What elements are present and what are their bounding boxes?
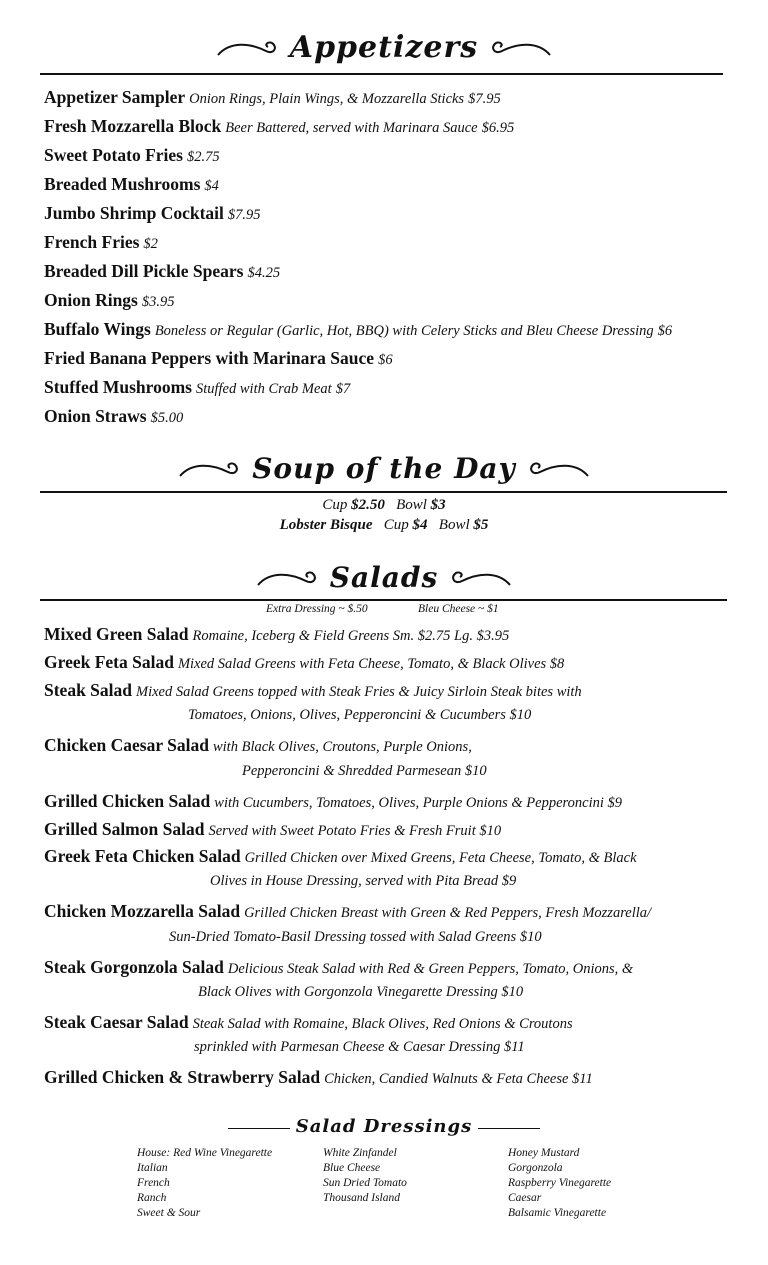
appetizer-item <box>44 376 350 400</box>
salads-heading-block <box>0 561 768 594</box>
salad-item <box>44 956 633 980</box>
bleu-cheese-note: Bleu Cheese ~ $1 <box>418 603 499 615</box>
appetizer-item <box>44 289 174 313</box>
item-description: Stuffed with Crab Meat <box>195 381 332 397</box>
item-price: $4.25 <box>247 265 281 281</box>
appetizer-item <box>44 144 220 168</box>
item-description: Grilled Chicken over Mixed Greens, Feta Cheese, Tomato, & Black <box>244 850 637 866</box>
item-name: Grilled Salmon Salad <box>44 819 205 839</box>
dressing-option: Gorgonzola <box>508 1162 563 1174</box>
left-swirl-ornament <box>216 37 280 59</box>
salad-item <box>44 790 622 814</box>
item-name: Jumbo Shrimp Cocktail <box>44 203 224 223</box>
dressing-option: Sun Dried Tomato <box>323 1177 407 1189</box>
item-price: $5.00 <box>150 410 184 426</box>
soup-heading-block <box>0 452 768 485</box>
dressing-option: Honey Mustard <box>508 1147 580 1159</box>
item-name: Fried Banana Peppers with Marinara Sauce <box>44 348 375 368</box>
left-swirl-ornament <box>256 567 320 589</box>
item-price: $2 <box>143 236 158 252</box>
dressings-right-line <box>478 1128 540 1129</box>
item-name: Steak Salad <box>44 680 133 700</box>
salad-item <box>44 623 509 647</box>
item-name: Greek Feta Salad <box>44 652 174 672</box>
item-name: Steak Gorgonzola Salad <box>44 957 224 977</box>
item-price: $6 <box>378 352 393 368</box>
appetizer-item <box>44 405 183 429</box>
soup-rule <box>40 491 727 493</box>
lobster-cup-price: $4 <box>412 517 428 533</box>
dressings-left-line <box>228 1128 290 1129</box>
item-price: $6.95 <box>481 120 515 136</box>
dressings-heading-block <box>0 1116 768 1137</box>
dressing-option: Ranch <box>137 1192 167 1204</box>
item-name: Sweet Potato Fries <box>44 145 183 165</box>
item-description: with Black Olives, Croutons, Purple Onions, <box>212 739 472 755</box>
item-price: $4 <box>204 178 219 194</box>
dressings-heading: Salad Dressings <box>295 1116 473 1137</box>
salad-item <box>44 651 564 675</box>
appetizer-item <box>44 115 514 139</box>
appetizers-heading-block <box>0 30 768 65</box>
salads-heading: Salads <box>329 561 439 594</box>
dressing-option: Italian <box>137 1162 168 1174</box>
appetizer-item <box>44 173 219 197</box>
right-swirl-ornament <box>488 37 552 59</box>
item-name: Breaded Dill Pickle Spears <box>44 261 244 281</box>
salad-item <box>44 1066 593 1090</box>
soup-bowl-price: $3 <box>430 497 446 513</box>
dressings-column-3 <box>508 1146 611 1221</box>
dressing-option: White Zinfandel <box>323 1147 397 1159</box>
lobster-bisque-line <box>0 517 768 534</box>
item-price: $6 <box>657 323 673 339</box>
soup-bowl-label: Bowl <box>396 497 427 513</box>
dressing-option: Thousand Island <box>323 1192 400 1204</box>
item-name: Fresh Mozzarella Block <box>44 116 222 136</box>
item-name: Breaded Mushrooms <box>44 174 201 194</box>
lobster-bowl-price: $5 <box>473 517 489 533</box>
dressing-option: French <box>137 1177 170 1189</box>
soup-cup-price: $2.50 <box>351 497 385 513</box>
item-name: Mixed Green Salad <box>44 624 189 644</box>
item-name: Appetizer Sampler <box>44 87 186 107</box>
salad-item-continuation: Black Olives with Gorgonzola Vinegarette Dressing $10 <box>198 984 524 1000</box>
item-description: Boneless or Regular (Garlic, Hot, BBQ) with Celery Sticks and Bleu Cheese Dressing <box>154 323 654 339</box>
right-swirl-ornament <box>448 567 512 589</box>
appetizer-item <box>44 347 393 371</box>
appetizers-heading: Appetizers <box>289 30 479 65</box>
lobster-bisque-name: Lobster Bisque <box>279 517 373 533</box>
item-name: Steak Caesar Salad <box>44 1012 189 1032</box>
item-description: Romaine, Iceberg & Field Greens Sm. $2.75 Lg. $3.95 <box>192 628 510 644</box>
dressing-option: House: Red Wine Vinegarette <box>137 1147 273 1159</box>
salad-item-continuation: Tomatoes, Onions, Olives, Pepperoncini & Cucumbers $10 <box>188 707 532 723</box>
item-description: Beer Battered, served with Marinara Sauce <box>225 120 478 136</box>
salad-item <box>44 845 637 869</box>
salad-item <box>44 679 582 703</box>
appetizer-item <box>44 231 158 255</box>
item-description: Steak Salad with Romaine, Black Olives, Red Onions & Croutons <box>192 1016 573 1032</box>
lobster-bowl-label: Bowl <box>438 517 470 533</box>
item-name: Grilled Chicken Salad <box>44 791 211 811</box>
dressings-column-1 <box>137 1146 272 1221</box>
salad-item-continuation: Pepperoncini & Shredded Parmesean $10 <box>242 763 487 779</box>
item-price: $2.75 <box>186 149 220 165</box>
item-name: Onion Rings <box>44 290 138 310</box>
lobster-cup-label: Cup <box>383 517 409 533</box>
item-description: Onion Rings, Plain Wings, & Mozzarella Sticks <box>189 91 465 107</box>
item-description: Chicken, Candied Walnuts & Feta Cheese $11 <box>324 1071 593 1087</box>
appetizer-item <box>44 260 280 284</box>
salad-item-continuation: Olives in House Dressing, served with Pita Bread $9 <box>210 873 517 889</box>
appetizer-item <box>44 318 672 342</box>
salad-item <box>44 1011 573 1035</box>
dressing-option: Blue Cheese <box>323 1162 381 1174</box>
salad-item-continuation: Sun-Dried Tomato-Basil Dressing tossed with Salad Greens $10 <box>169 929 542 945</box>
extra-dressing-note: Extra Dressing ~ $.50 <box>266 603 368 615</box>
dressing-option: Sweet & Sour <box>137 1207 201 1219</box>
item-name: Greek Feta Chicken Salad <box>44 846 241 866</box>
item-name: Chicken Caesar Salad <box>44 735 209 755</box>
dressings-column-2 <box>323 1146 407 1206</box>
item-name: Buffalo Wings <box>44 319 151 339</box>
dressing-option: Balsamic Vinegarette <box>508 1207 607 1219</box>
item-name: Chicken Mozzarella Salad <box>44 901 241 921</box>
appetizer-item <box>44 86 501 110</box>
right-swirl-ornament <box>526 458 590 480</box>
item-description: Served with Sweet Potato Fries & Fresh Fruit $10 <box>208 823 502 839</box>
appetizer-item <box>44 202 261 226</box>
item-description: Mixed Salad Greens topped with Steak Fries & Juicy Sirloin Steak bites with <box>136 684 582 700</box>
item-name: Stuffed Mushrooms <box>44 377 192 397</box>
item-price: $3.95 <box>141 294 175 310</box>
soup-cup-bowl-line <box>0 497 768 514</box>
salad-item-continuation: sprinkled with Parmesan Cheese & Caesar Dressing $11 <box>194 1039 525 1055</box>
soup-heading: Soup of the Day <box>252 452 516 485</box>
item-name: Onion Straws <box>44 406 147 426</box>
item-name: French Fries <box>44 232 140 252</box>
appetizers-rule <box>40 73 723 75</box>
salad-item <box>44 818 501 842</box>
soup-cup-label: Cup <box>322 497 348 513</box>
salad-item <box>44 900 651 924</box>
item-description: Delicious Steak Salad with Red & Green Peppers, Tomato, Onions, & <box>227 961 634 977</box>
item-description: with Cucumbers, Tomatoes, Olives, Purple Onions & Pepperoncini $9 <box>214 795 623 811</box>
item-description: Grilled Chicken Breast with Green & Red Peppers, Fresh Mozzarella/ <box>244 905 652 921</box>
salad-item <box>44 734 472 758</box>
item-name: Grilled Chicken & Strawberry Salad <box>44 1067 321 1087</box>
dressing-option: Caesar <box>508 1192 542 1204</box>
item-description: Mixed Salad Greens with Feta Cheese, Tomato, & Black Olives $8 <box>177 656 565 672</box>
left-swirl-ornament <box>178 458 242 480</box>
dressing-option: Raspberry Vinegarette <box>508 1177 612 1189</box>
salads-rule <box>40 599 727 601</box>
item-price: $7 <box>335 381 351 397</box>
item-price: $7.95 <box>468 91 501 107</box>
item-price: $7.95 <box>227 207 261 223</box>
